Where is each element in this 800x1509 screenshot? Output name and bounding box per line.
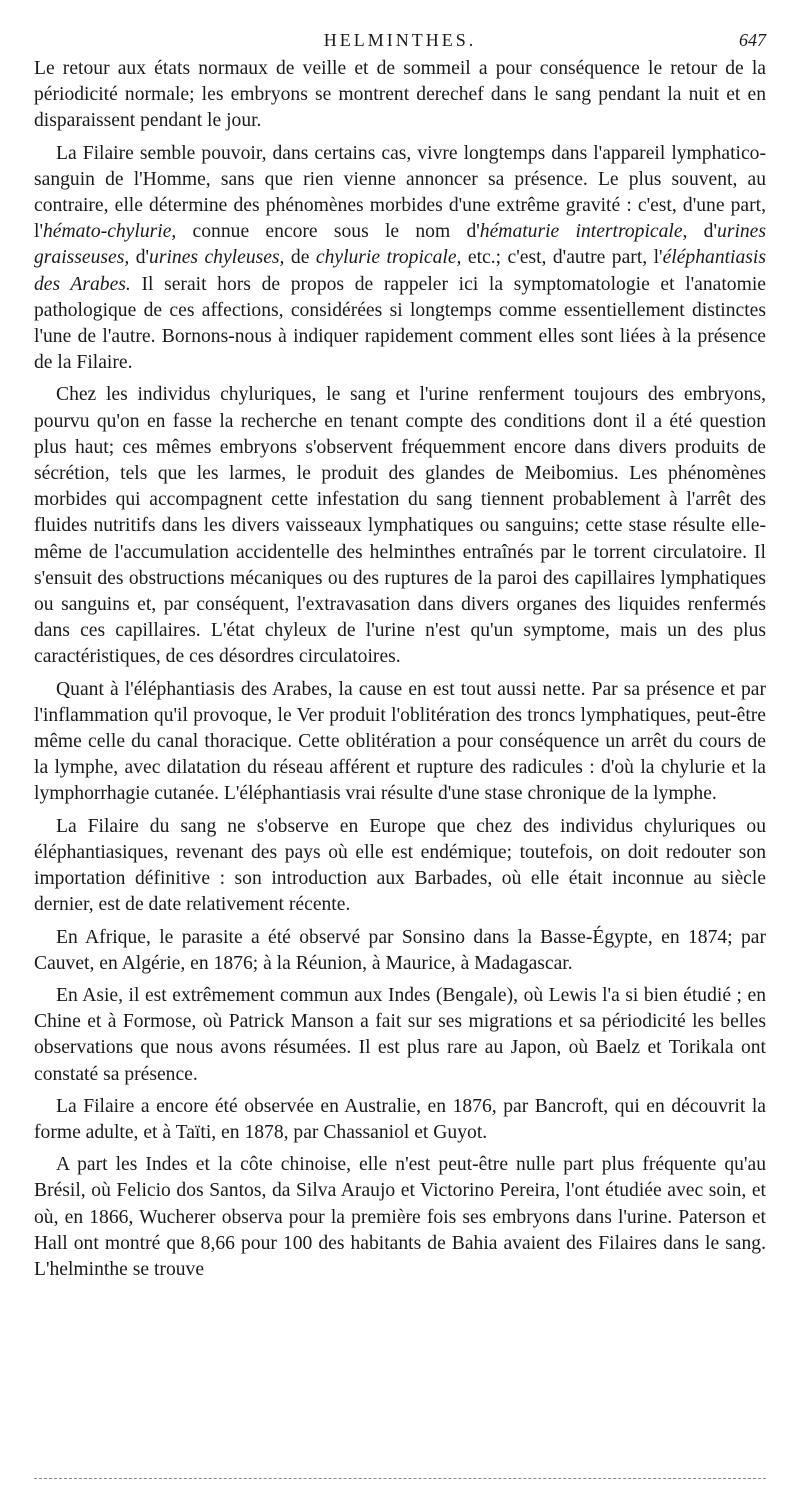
paragraph-3: Chez les individus chyluriques, le sang et l'urine renferment toujours des embryons, pourvu qu'on en fasse la recherche en tenant compte des conditions dont il a été question plus haut; ces mêmes embryons s'observent fréquemment encore dans divers produits de sécrétion, tels que les larmes, le produit des glandes de Meibomius. Les phénomènes morbides qui accompagnent cette infestation du sang tiennent probablement à l'arrêt des fluides nutritifs dans les divers vaisseaux lymphatiques ou sanguins; cette stase résulte elle-même de l'accumulation accidentelle des helminthes entraînés par le torrent circulatoire. Il s'ensuit des obstructions mécaniques ou des ruptures de la paroi des capillaires lymphatiques ou sanguins et, par conséquent, l'extravasation dans divers organes des liquides renfermés dans ces capillaires. L'état chyleux de l'urine n'est qu'un symptome, mais un des plus caractéristiques, de ces désordres circulatoires. [34,384,766,668]
footer-rule [34,1478,766,1479]
italic-term: urines chyleuses, [149,247,285,269]
italic-term: chylurie tropicale, [315,247,462,269]
text-run: Il serait hors de propos de rappeler ici la symptomatologie et l'anatomie pathologique de ces affections, considérées si longtemps comme essentiellement distinctes l'une de l'autre. Bornons-nous à indiquer rapidement comment elles sont liées à la présence de la Filaire. [34,273,766,374]
page-number: 647 [739,30,766,50]
body-text [34,56,766,1283]
paragraph-7: En Asie, il est extrêmement commun aux Indes (Bengale), où Lewis l'a si bien étudié ; en Chine et à Formose, où Patrick Manson a fait sur ses migrations et sa périodicité les belles observations que nous avons résumées. Il est plus rare au Japon, où Baelz et Torikala ont constaté sa présence. [34,984,766,1085]
paragraph-2 [34,141,766,377]
paragraph-1: Le retour aux états normaux de veille et de sommeil a pour conséquence le retour de la périodicité normale; les embryons se montrent derechef dans le sang pendant la nuit et en disparaissent pendant le jour. [34,58,766,132]
paragraph-5: La Filaire du sang ne s'observe en Europe que chez des individus chyluriques ou éléphantiasiques, revenant des pays où elle est endémique; toutefois, on doit redouter son importation définitive : son introduction aux Barbades, où elle était inconnue au siècle dernier, est de date relativement récente. [34,815,766,916]
running-title: HELMINTHES. [323,30,477,50]
italic-term: hématurie intertropicale, [479,221,688,243]
text-run: connue encore sous le nom d' [176,221,480,243]
paragraph-8: La Filaire a encore été observée en Australie, en 1876, par Bancroft, qui en découvrit la forme adulte, et à Taïti, en 1878, par Chassaniol et Guyot. [34,1095,766,1143]
text-run: d' [687,221,718,243]
italic-term: éléphantiasis des Arabes. [34,247,766,295]
text-run: etc.; c'est, d'autre part, l' [461,247,663,269]
italic-term: urines graisseuses, [34,221,766,269]
italic-term: hémato-chylurie, [42,221,177,243]
paragraph-6: En Afrique, le parasite a été observé par Sonsino dans la Basse-Égypte, en 1874; par Cauvet, en Algérie, en 1876; à la Réunion, à Maurice, à Madagascar. [34,926,766,974]
text-run: d' [129,247,150,269]
text-run: de [284,247,316,269]
paragraph-9: A part les Indes et la côte chinoise, elle n'est peut-être nulle part plus fréquente qu'au Brésil, où Felicio dos Santos, da Silva Araujo et Victorino Pereira, l'ont étudiée avec soin, et où, en 1866, Wucherer observa pour la première fois ses embryons dans l'urine. Paterson et Hall ont montré que 8,66 pour 100 des habitants de Bahia avaient des Filaires dans le sang. L'helminthe se trouve [34,1154,766,1280]
paragraph-4: Quant à l'éléphantiasis des Arabes, la cause en est tout aussi nette. Par sa présence et par l'inflammation qu'il provoque, le Ver produit l'oblitération des troncs lymphatiques, peut-être même celle du canal thoracique. Cette oblitération a pour conséquence un arrêt du cours de la lymphe, avec dilatation du réseau afférent et rupture des radicules : d'où la chylurie et la lymphorrhagie cutanée. L'éléphantiasis vrai résulte d'une stase chronique de la lymphe. [34,678,766,805]
running-head [34,30,766,56]
text-run: La Filaire semble pouvoir, dans certains cas, vivre longtemps dans l'appareil lymphatico-sanguin de l'Homme, sans que rien vienne annoncer sa présence. Le plus souvent, au contraire, elle détermine des phénomènes morbides d'une extrême gravité : c'est, d'une part, l' [34,142,766,243]
